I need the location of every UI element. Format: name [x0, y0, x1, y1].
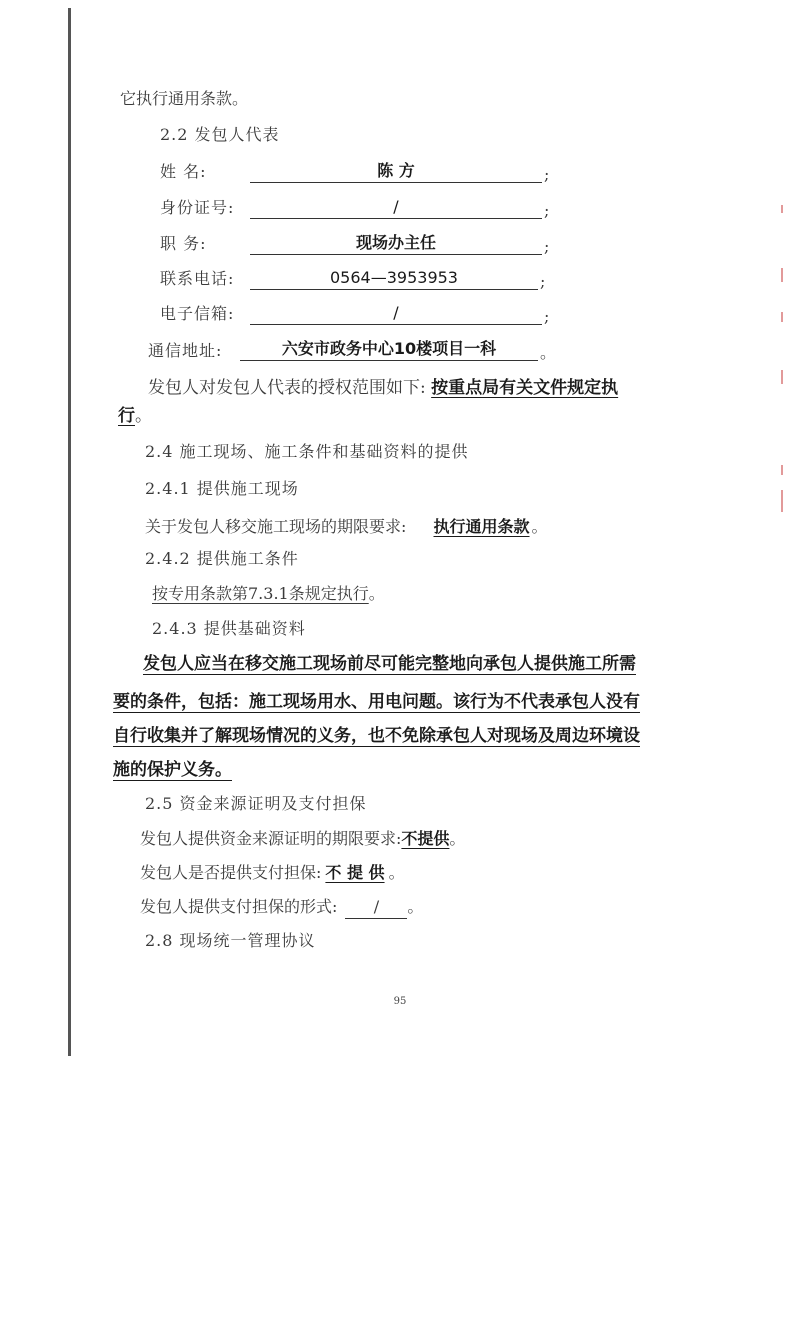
phone-value: 0564—3953953	[250, 267, 538, 290]
basic-info-line-1: 发包人应当在移交施工现场前尽可能完整地向承包人提供施工所需	[143, 654, 636, 674]
semicolon: ;	[544, 201, 550, 220]
title-value: 现场办主任	[250, 232, 542, 255]
continuation-line: 它执行通用条款。	[120, 89, 249, 108]
guarantee-form-line	[140, 896, 423, 919]
edge-mark	[781, 205, 783, 213]
section-2-4-3-heading: 2.4.3 提供基础资料	[152, 619, 306, 638]
page-number: 95	[393, 996, 407, 1007]
edge-mark	[781, 312, 783, 322]
site-handover-line	[145, 516, 548, 538]
phone-label: 联系电话:	[160, 269, 235, 288]
basic-info-line-3: 自行收集并了解现场情况的义务，也不免除承包人对现场及周边环境设	[113, 726, 640, 746]
period: 。	[540, 343, 557, 362]
basic-info-line-4: 施的保护义务。	[113, 760, 232, 780]
section-2-5-heading: 2.5 资金来源证明及支付担保	[145, 794, 367, 813]
binding-line	[68, 8, 71, 1056]
edge-mark	[781, 465, 783, 475]
section-2-8-heading: 2.8 现场统一管理协议	[145, 931, 316, 950]
guarantee-form-value: /	[345, 896, 407, 919]
period: 。	[531, 517, 548, 536]
site-handover-value: 执行通用条款	[433, 517, 530, 536]
edge-mark	[781, 490, 783, 512]
address-label: 通信地址:	[148, 341, 223, 360]
address-value: 六安市政务中心10楼项目一科	[240, 338, 538, 361]
authority-value-cont: 行	[118, 406, 135, 426]
guarantee-value: 不 提 供	[325, 863, 385, 882]
conditions-line	[152, 583, 385, 605]
authority-line-2	[118, 405, 152, 427]
section-2-4-1-heading: 2.4.1 提供施工现场	[145, 479, 299, 498]
authority-line	[148, 377, 618, 399]
conditions-value: 按专用条款第7.3.1条规定执行	[152, 584, 369, 603]
basic-info-line-2: 要的条件，包括：施工现场用水、用电问题。该行为不代表承包人没有	[113, 692, 640, 712]
period: 。	[388, 863, 405, 882]
email-label: 电子信箱:	[160, 304, 235, 323]
period: 。	[368, 584, 385, 603]
section-2-4-2-heading: 2.4.2 提供施工条件	[145, 549, 299, 568]
id-value: /	[250, 196, 542, 219]
guarantee-line	[140, 862, 405, 884]
title-label: 职 务:	[160, 234, 207, 253]
email-value: /	[250, 302, 542, 325]
id-label: 身份证号:	[160, 198, 235, 217]
edge-mark	[781, 268, 783, 282]
authority-value: 按重点局有关文件规定执	[431, 378, 619, 398]
edge-mark	[781, 370, 783, 384]
name-label: 姓 名:	[160, 162, 207, 181]
site-handover-prefix: 关于发包人移交施工现场的期限要求:	[145, 517, 407, 536]
period: 。	[407, 897, 424, 916]
period: 。	[135, 406, 152, 426]
funding-proof-line	[140, 828, 465, 850]
semicolon: ;	[544, 165, 550, 184]
semicolon: ;	[544, 307, 550, 326]
section-2-2-heading: 2.2 发包人代表	[160, 125, 280, 144]
funding-proof-value: 不提供	[401, 829, 450, 848]
semicolon: ;	[540, 272, 546, 291]
name-value: 陈 方	[250, 160, 542, 183]
guarantee-prefix: 发包人是否提供支付担保:	[140, 863, 322, 882]
section-2-4-heading: 2.4 施工现场、施工条件和基础资料的提供	[145, 442, 469, 461]
semicolon: ;	[544, 237, 550, 256]
authority-prefix: 发包人对发包人代表的授权范围如下:	[148, 378, 426, 398]
period: 。	[449, 829, 466, 848]
guarantee-form-prefix: 发包人提供支付担保的形式:	[140, 897, 338, 916]
funding-proof-prefix: 发包人提供资金来源证明的期限要求:	[140, 829, 402, 848]
